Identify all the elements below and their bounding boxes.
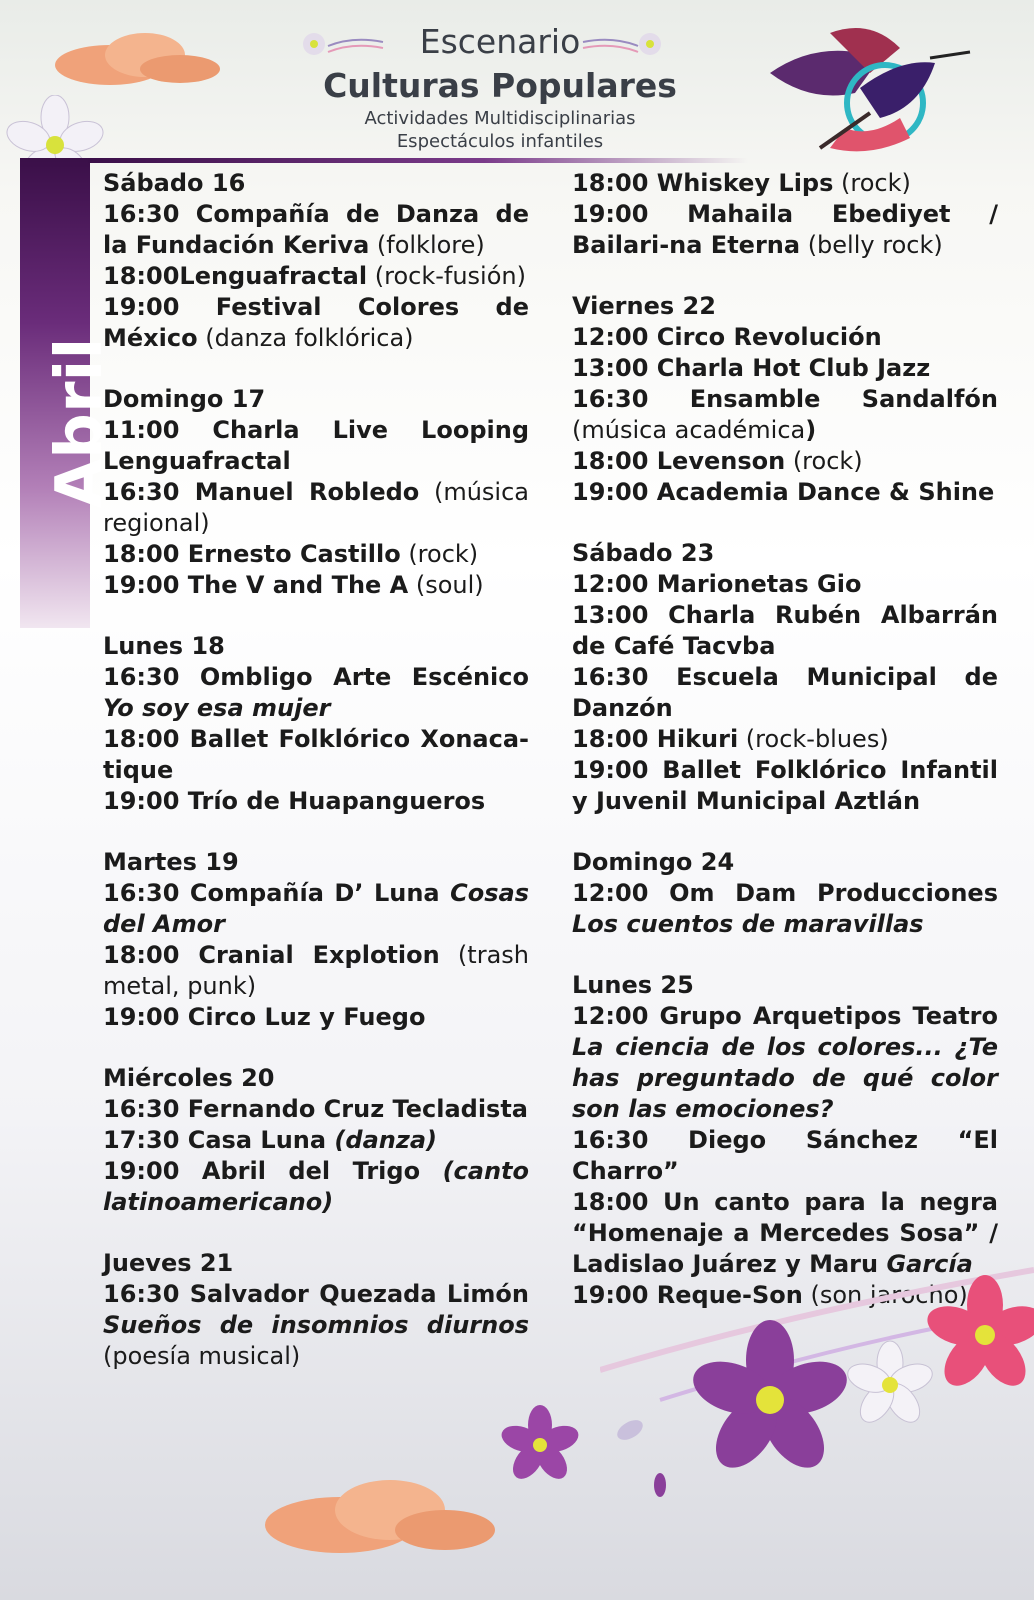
day-title: Domingo 24 [572, 848, 735, 876]
event-text: 18:00 Un canto para la negra “Homenaje a Mercedes Sosa” / Ladislao Juárez y Maru [572, 1188, 998, 1278]
flower-icon [600, 1250, 1034, 1520]
event-text: 13:00 Charla Rubén Albarrán de Café Tacvba [572, 601, 998, 660]
event-item [103, 1279, 529, 1372]
event-text: 18:00 Levenson [572, 447, 786, 475]
event-item [572, 322, 998, 353]
event-text: 17:30 Casa Luna [103, 1126, 335, 1154]
event-text: Cosas del Amor [103, 879, 529, 938]
divider [88, 158, 748, 163]
event-text: Sueños de insomnios diurnos [103, 1311, 529, 1339]
event-item [572, 755, 998, 817]
event-item [103, 477, 529, 539]
event-item [103, 570, 529, 601]
event-text: (rock) [400, 540, 479, 568]
event-text: (belly rock) [800, 231, 943, 259]
day-title: Lunes 25 [572, 971, 694, 999]
event-text: 16:30 Compañía D’ Luna [103, 879, 451, 907]
event-item [103, 1002, 529, 1033]
cloud-icon [260, 1470, 500, 1565]
event-item [572, 724, 998, 755]
day-title: Jueves 21 [103, 1249, 234, 1277]
event-text: ) [805, 416, 817, 444]
event-text: (trash metal, punk) [103, 941, 529, 1000]
event-text: 13:00 Charla Hot Club Jazz [572, 354, 931, 382]
day-block [103, 1063, 529, 1218]
event-item [103, 292, 529, 354]
event-text: (son jarocho) [802, 1281, 968, 1309]
event-text: 11:00 Charla Live Looping Lenguafractal [103, 416, 529, 475]
day-title: Miércoles 20 [103, 1064, 275, 1092]
event-item [103, 1156, 529, 1218]
day-block [103, 168, 529, 354]
day-title: Sábado 16 [103, 169, 246, 197]
event-item [103, 940, 529, 1002]
event-text: 18:00 Ballet Folklórico Xonaca-tique [103, 725, 529, 784]
day-title: Lunes 18 [103, 632, 225, 660]
day-title: Viernes 22 [572, 292, 716, 320]
event-text: Yo soy esa mujer [103, 694, 331, 722]
event-item [572, 569, 998, 600]
day-block [572, 168, 998, 261]
event-text: 12:00 Om Dam Producciones [572, 879, 998, 907]
event-item [572, 446, 998, 477]
event-text: 12:00 Circo Revolución [572, 323, 882, 351]
month-label: Abril [43, 337, 117, 509]
event-text: (danza folklórica) [197, 324, 414, 352]
event-text: (música regional) [103, 478, 530, 537]
event-text: 19:00 Reque-Son [572, 1281, 803, 1309]
event-text: 16:30 Ensamble Sandalfón [572, 385, 998, 413]
schedule-column-right [572, 168, 998, 1311]
event-text: 19:00 Academia Dance & Shine [572, 478, 995, 506]
event-item [572, 199, 998, 261]
event-text: 12:00 Marionetas Gio [572, 570, 862, 598]
event-text: 19:00 Trío de Huapangueros [103, 787, 486, 815]
day-block [103, 631, 529, 817]
schedule-column-left [103, 168, 529, 1372]
event-text: 16:30 Salvador Quezada Limón [103, 1280, 529, 1308]
event-text: 16:30 Escuela Municipal de Danzón [572, 663, 998, 722]
event-text: (música académica [572, 416, 806, 444]
event-text: La ciencia de los colores... ¿Te has preguntado de qué color son las emociones? [572, 1033, 998, 1123]
event-item [572, 168, 998, 199]
event-item [572, 662, 998, 724]
event-text: 19:00 Festival Colores de México [103, 293, 529, 352]
event-text: 16:30 Fernando Cruz Tecladista [103, 1095, 529, 1123]
event-item [572, 384, 998, 446]
event-item [103, 786, 529, 817]
cloud-icon [50, 25, 230, 95]
event-text: (rock-blues) [738, 725, 889, 753]
event-text: 18:00 Whiskey Lips [572, 169, 834, 197]
subtitle-line-2: Espectáculos infantiles [396, 131, 604, 152]
title-line-1: Escenario [419, 22, 581, 61]
event-item [103, 878, 529, 940]
event-item [572, 1125, 998, 1187]
event-text: (rock-fusión) [367, 262, 526, 290]
event-item [103, 662, 529, 724]
event-text: 16:30 Ombligo Arte Escénico [103, 663, 529, 691]
day-block [572, 291, 998, 508]
day-block [103, 384, 529, 601]
event-item [572, 477, 998, 508]
event-item [572, 600, 998, 662]
event-text: 18:00Lenguafractal [103, 262, 368, 290]
event-text: 19:00 Abril del Trigo [103, 1157, 443, 1185]
title-line-2: Culturas Populares [323, 66, 677, 105]
event-text: 19:00 The V and The A [103, 571, 409, 599]
header [0, 0, 1034, 170]
event-text: (soul) [408, 571, 484, 599]
event-item [103, 1094, 529, 1125]
flower-icon [495, 1400, 585, 1490]
event-text: 16:30 Diego Sánchez “El Charro” [572, 1126, 998, 1185]
event-text: (rock) [785, 447, 863, 475]
event-text: 16:30 Compañía de Danza de la Fundación Keriva [103, 200, 529, 259]
event-text: 12:00 Grupo Arquetipos Teatro [572, 1002, 998, 1030]
day-title: Sábado 23 [572, 539, 715, 567]
hummingbird-icon [760, 18, 990, 168]
day-block [103, 1248, 529, 1372]
subtitle-line-1: Actividades Multidisciplinarias [364, 108, 636, 129]
event-item [103, 1125, 529, 1156]
event-item [103, 261, 529, 292]
event-text: 18:00 Ernesto Castillo [103, 540, 401, 568]
day-block [572, 538, 998, 817]
day-block [572, 847, 998, 940]
event-text: 19:00 Circo Luz y Fuego [103, 1003, 426, 1031]
event-text: 19:00 Mahaila Ebediyet / Bailari-na Eterna [572, 200, 998, 259]
event-text: (danza) [334, 1126, 437, 1154]
day-title: Martes 19 [103, 848, 239, 876]
event-text: 19:00 Ballet Folklórico Infantil y Juvenil Municipal Aztlán [572, 756, 998, 815]
event-item [103, 199, 529, 261]
event-text: (folklore) [369, 231, 485, 259]
event-text: 16:30 Manuel Robledo [103, 478, 420, 506]
month-sidebar [20, 158, 117, 628]
event-text: 18:00 Hikuri [572, 725, 739, 753]
event-item [103, 415, 529, 477]
event-item [103, 539, 529, 570]
day-block [103, 847, 529, 1033]
event-text: Los cuentos de maravillas [572, 910, 924, 938]
event-item [572, 878, 998, 940]
event-text: (rock) [833, 169, 911, 197]
event-text: García [886, 1250, 973, 1278]
event-text: (poesía musical) [103, 1342, 301, 1370]
event-text: 18:00 Cranial Explotion [103, 941, 440, 969]
event-item [572, 1001, 998, 1125]
day-title: Domingo 17 [103, 385, 266, 413]
event-item [572, 353, 998, 384]
event-text: (canto latinoamericano) [103, 1157, 529, 1216]
event-item [103, 724, 529, 786]
